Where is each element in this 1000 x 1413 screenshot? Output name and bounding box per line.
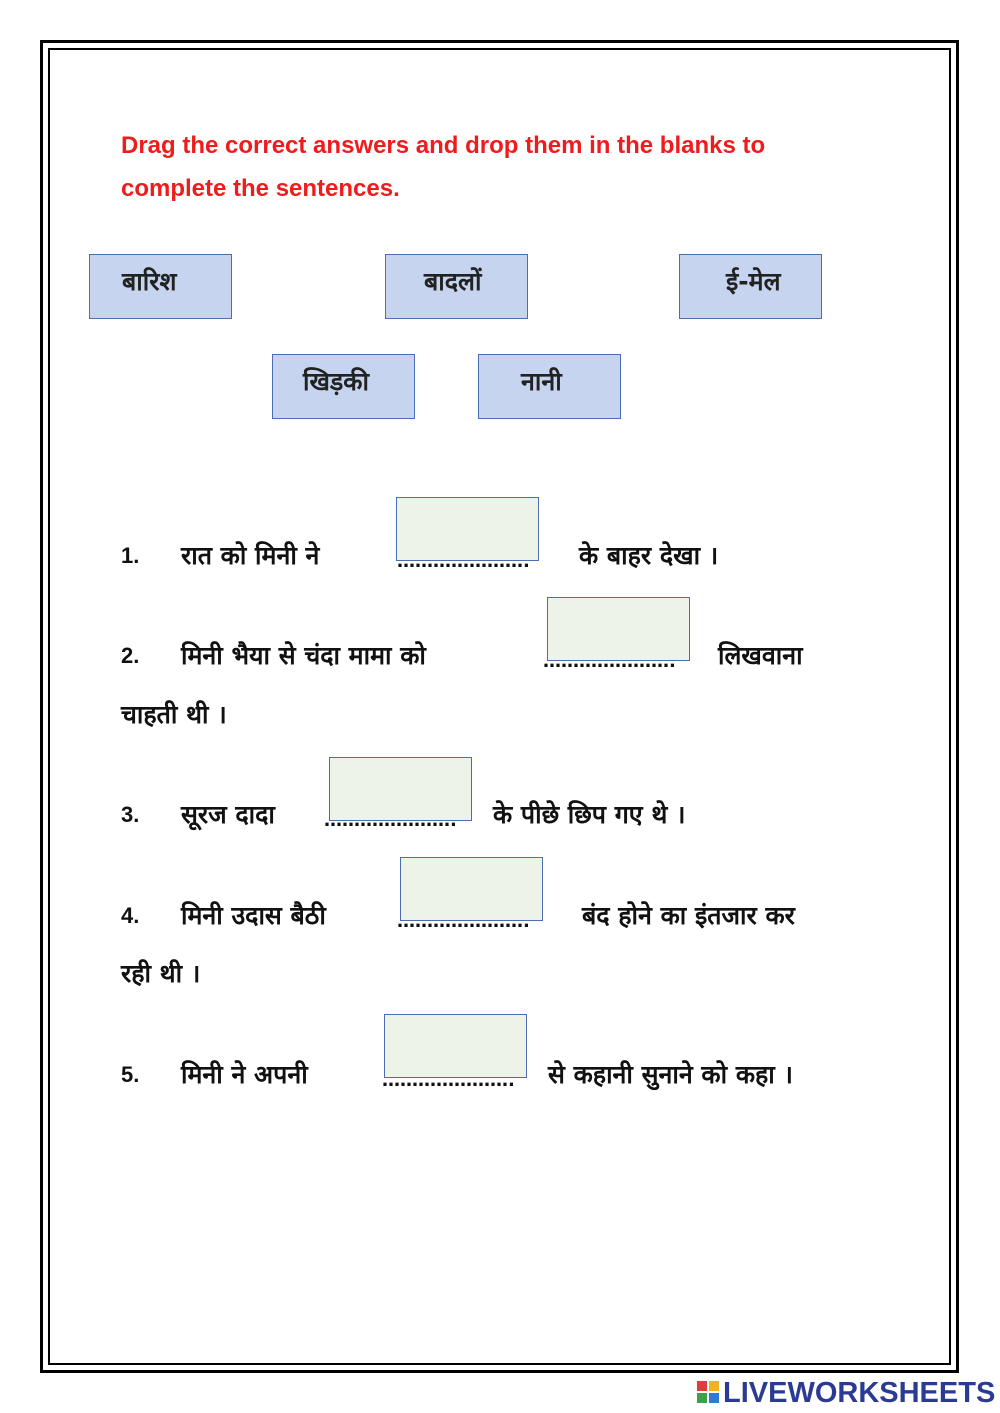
- sentence-number: 5.: [121, 1062, 140, 1087]
- sentence-text-before: मिनी ने अपनी: [181, 1060, 308, 1089]
- sentence-text-after: के पीछे छिप गए थे ।: [493, 800, 686, 829]
- sentence-text-before: मिनी उदास बैठी: [181, 901, 326, 930]
- word-chip-label: खिड़की: [303, 367, 369, 396]
- instructions-text: Drag the correct answers and drop them in the blanks to complete the sentences.: [121, 132, 766, 202]
- sentence-text-after: लिखवाना: [718, 641, 803, 670]
- sentence-number: 3.: [121, 802, 140, 827]
- word-chip-khidki[interactable]: [272, 354, 415, 419]
- liveworksheets-logo-icon: [697, 1381, 719, 1405]
- word-chip-label: बारिश: [122, 267, 177, 296]
- sentence-text-after: बंद होने का इंतजार कर: [582, 901, 795, 930]
- sentence-text-after: से कहानी सुनाने को कहा ।: [548, 1060, 793, 1089]
- blank-dots: ………………….: [397, 551, 530, 572]
- sentence-number: 4.: [121, 903, 140, 928]
- sentence-text-before: रात को मिनी ने: [181, 541, 320, 570]
- word-chip-barish[interactable]: [89, 254, 232, 319]
- liveworksheets-brand-text: LIVEWORKSHEETS: [723, 1376, 996, 1409]
- blank-dots: ………………….: [382, 1070, 515, 1091]
- blank-dots: ………………….: [397, 911, 530, 932]
- word-chip-label: ई-मेल: [726, 267, 781, 296]
- blank-dots: ………………….: [543, 651, 676, 672]
- sentence-text-before: सूरज दादा: [181, 800, 275, 829]
- word-chip-badalon[interactable]: [385, 254, 528, 319]
- sentence-text-before: मिनी भैया से चंदा मामा को: [181, 641, 426, 670]
- word-chip-email[interactable]: [679, 254, 822, 319]
- blank-dots: ………………….: [324, 810, 457, 831]
- word-chip-nani[interactable]: [478, 354, 621, 419]
- word-chip-label: बादलों: [424, 267, 482, 296]
- sentence-number: 2.: [121, 643, 140, 668]
- liveworksheets-brand: [697, 1376, 995, 1410]
- sentence-text-after: के बाहर देखा ।: [579, 541, 719, 570]
- word-chip-label: नानी: [521, 367, 562, 396]
- sentence-number: 1.: [121, 543, 140, 568]
- sentence-continuation: चाहती थी ।: [121, 700, 227, 729]
- sentence-continuation: रही थी ।: [121, 959, 201, 988]
